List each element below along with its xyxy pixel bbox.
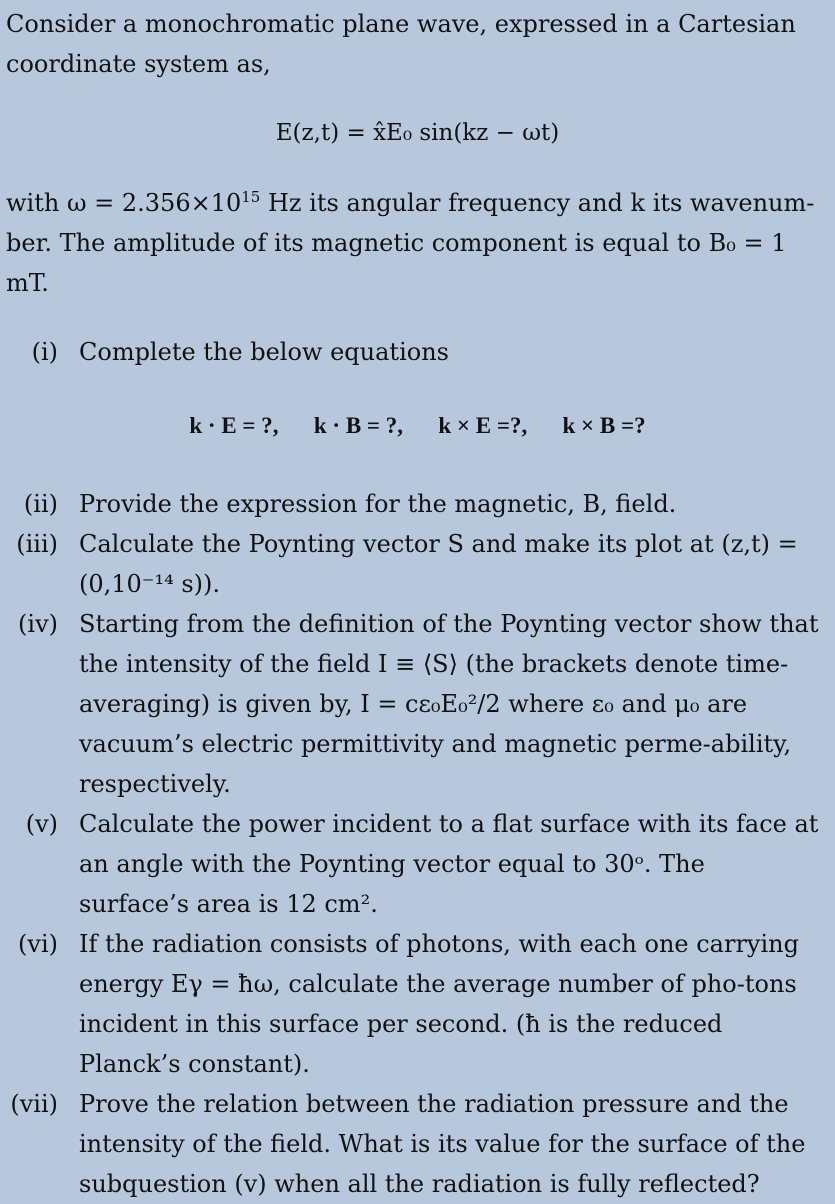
subquestion-vi (0, 924, 819, 1084)
exponent: 15 (241, 188, 261, 206)
subquestion-number: (ii) (23, 490, 58, 518)
subquestion-text: If the radiation consists of photons, with each one carrying energy Eγ = ħω, calculate the average number of pho-tons incident in this surface per second. (ħ is the reduced Planck’s constant). (79, 930, 799, 1078)
subquestion-number: (iv) (18, 610, 58, 638)
intro-line-1: Consider a monochromatic plane wave, expressed in a Cartesian (6, 10, 796, 38)
subquestion-list (0, 332, 835, 1204)
subquestion-iii (0, 524, 819, 604)
subquestion-text: Calculate the Poynting vector S and make its plot at (z,t) = (0,10⁻¹⁴ s)). (79, 530, 798, 598)
subquestion-number: (vi) (18, 930, 58, 958)
subquestion-iv (0, 604, 819, 804)
subquestion-text: Complete the below equations (79, 338, 449, 366)
frequency-paragraph (6, 183, 828, 303)
subquestion-number: (vii) (10, 1090, 58, 1118)
subquestion-number: (i) (31, 338, 58, 366)
subquestion-text: Provide the expression for the magnetic, B, field. (79, 490, 677, 518)
subquestion-v (0, 804, 819, 924)
frequency-line-1: with $\omega = 2.356\times 10^{15}$ Hz its angular frequency and k its wavenum- (6, 188, 815, 217)
wave-equation: E(z,t) = x̂E₀ sin(kz − ωt) (275, 120, 560, 146)
k-dot-e: k · E = ?, (189, 413, 279, 438)
k-dot-b: k · B = ?, (313, 413, 404, 438)
subquestion-text: Calculate the power incident to a flat surface with its face at an angle with the Poynting vector equal to 30ᵒ. The surface’s area is 12 cm². (79, 810, 819, 918)
vector-equations (0, 406, 835, 446)
subquestion-number: (v) (25, 810, 58, 838)
subquestion-text: Starting from the definition of the Poynting vector show that the intensity of the field I ≡ ⟨S⟩ (the brackets denote time-averaging) is given by, I = cε₀E₀²/2 where ε₀ and μ₀ are vacuum’s electric permittivity and magnetic perme-ability, respectively. (79, 610, 819, 798)
intro-paragraph (6, 4, 828, 84)
subquestion-ii (0, 484, 819, 524)
subquestion-vii (0, 1084, 819, 1204)
subquestion-text: Prove the relation between the radiation pressure and the intensity of the field. What is its value for the surface of the subquestion (v) when all the radiation is fully reflected? (79, 1090, 806, 1198)
k-cross-b: k × B =? (562, 413, 646, 438)
frequency-line-3: mT. (6, 269, 49, 297)
subquestion-number: (iii) (16, 530, 58, 558)
subquestion-i (0, 332, 819, 372)
frequency-line-2: ber. The amplitude of its magnetic component is equal to B₀ = 1 (6, 229, 787, 257)
k-cross-e: k × E =?, (438, 413, 528, 438)
intro-line-2: coordinate system as, (6, 50, 271, 78)
